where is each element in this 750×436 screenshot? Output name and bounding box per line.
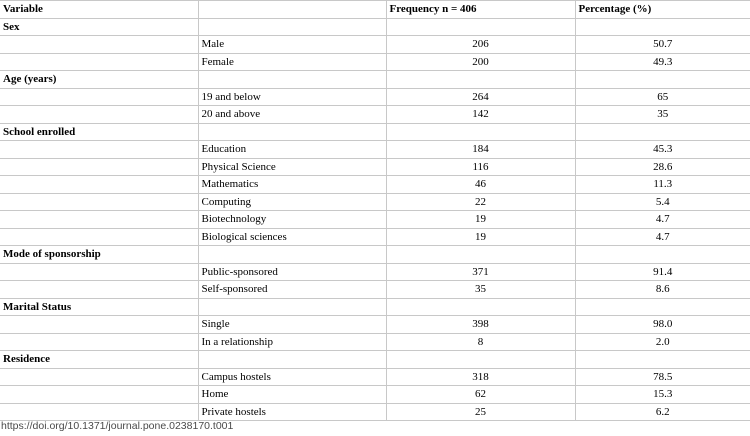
empty-cell [386, 298, 575, 316]
percentage-cell: 50.7 [575, 36, 750, 54]
empty-cell [575, 246, 750, 264]
empty-cell [386, 71, 575, 89]
header-frequency: Frequency n = 406 [386, 1, 575, 19]
frequency-cell: 264 [386, 88, 575, 106]
category-cell: Home [198, 386, 386, 404]
group-row [0, 123, 750, 141]
percentage-cell: 35 [575, 106, 750, 124]
table-row [0, 386, 750, 404]
empty-cell [0, 88, 198, 106]
empty-cell [0, 211, 198, 229]
percentage-cell: 11.3 [575, 176, 750, 194]
table-row [0, 176, 750, 194]
frequency-cell: 184 [386, 141, 575, 159]
empty-cell [0, 403, 198, 421]
empty-cell [0, 368, 198, 386]
group-row [0, 298, 750, 316]
empty-cell [0, 53, 198, 71]
category-cell: Mathematics [198, 176, 386, 194]
category-cell: Computing [198, 193, 386, 211]
empty-cell [198, 123, 386, 141]
table-row [0, 158, 750, 176]
empty-cell [0, 316, 198, 334]
header-variable: Variable [0, 1, 198, 19]
category-cell: In a relationship [198, 333, 386, 351]
header-category [198, 1, 386, 19]
empty-cell [0, 386, 198, 404]
category-cell: Biological sciences [198, 228, 386, 246]
percentage-cell: 45.3 [575, 141, 750, 159]
frequency-cell: 398 [386, 316, 575, 334]
category-cell: Physical Science [198, 158, 386, 176]
table-row [0, 333, 750, 351]
category-cell: Single [198, 316, 386, 334]
group-row [0, 18, 750, 36]
percentage-cell: 5.4 [575, 193, 750, 211]
group-row [0, 351, 750, 369]
group-label: Sex [0, 18, 198, 36]
empty-cell [0, 228, 198, 246]
empty-cell [386, 351, 575, 369]
table-header-row [0, 1, 750, 19]
percentage-cell: 8.6 [575, 281, 750, 299]
table-row [0, 141, 750, 159]
table-row [0, 368, 750, 386]
empty-cell [0, 333, 198, 351]
percentage-cell: 15.3 [575, 386, 750, 404]
percentage-cell: 49.3 [575, 53, 750, 71]
table-body [0, 18, 750, 421]
empty-cell [575, 18, 750, 36]
table-row [0, 193, 750, 211]
percentage-cell: 4.7 [575, 228, 750, 246]
group-label: School enrolled [0, 123, 198, 141]
empty-cell [0, 141, 198, 159]
frequency-cell: 19 [386, 211, 575, 229]
frequency-cell: 19 [386, 228, 575, 246]
group-label: Residence [0, 351, 198, 369]
table-row [0, 106, 750, 124]
frequency-cell: 22 [386, 193, 575, 211]
table-row [0, 53, 750, 71]
percentage-cell: 78.5 [575, 368, 750, 386]
frequency-cell: 25 [386, 403, 575, 421]
table-row [0, 316, 750, 334]
empty-cell [0, 263, 198, 281]
category-cell: Self-sponsored [198, 281, 386, 299]
group-row [0, 246, 750, 264]
category-cell: 19 and below [198, 88, 386, 106]
empty-cell [198, 298, 386, 316]
empty-cell [386, 18, 575, 36]
frequency-cell: 200 [386, 53, 575, 71]
percentage-cell: 65 [575, 88, 750, 106]
category-cell: Public-sponsored [198, 263, 386, 281]
frequency-cell: 206 [386, 36, 575, 54]
percentage-cell: 28.6 [575, 158, 750, 176]
table-row [0, 281, 750, 299]
percentage-cell: 6.2 [575, 403, 750, 421]
frequency-cell: 318 [386, 368, 575, 386]
table-row [0, 36, 750, 54]
category-cell: Education [198, 141, 386, 159]
frequency-cell: 142 [386, 106, 575, 124]
frequency-cell: 371 [386, 263, 575, 281]
percentage-cell: 2.0 [575, 333, 750, 351]
percentage-cell: 98.0 [575, 316, 750, 334]
empty-cell [0, 158, 198, 176]
percentage-cell: 4.7 [575, 211, 750, 229]
group-label: Marital Status [0, 298, 198, 316]
frequency-cell: 35 [386, 281, 575, 299]
group-row [0, 71, 750, 89]
empty-cell [575, 71, 750, 89]
empty-cell [575, 123, 750, 141]
empty-cell [386, 123, 575, 141]
empty-cell [386, 246, 575, 264]
table-row [0, 211, 750, 229]
empty-cell [0, 106, 198, 124]
empty-cell [0, 281, 198, 299]
table-row [0, 88, 750, 106]
group-label: Mode of sponsorship [0, 246, 198, 264]
empty-cell [198, 18, 386, 36]
empty-cell [575, 351, 750, 369]
empty-cell [198, 351, 386, 369]
frequency-cell: 8 [386, 333, 575, 351]
table-row [0, 228, 750, 246]
category-cell: Campus hostels [198, 368, 386, 386]
category-cell: Female [198, 53, 386, 71]
empty-cell [198, 246, 386, 264]
percentage-cell: 91.4 [575, 263, 750, 281]
empty-cell [0, 36, 198, 54]
group-label: Age (years) [0, 71, 198, 89]
table-row [0, 263, 750, 281]
empty-cell [0, 176, 198, 194]
doi-link[interactable]: https://doi.org/10.1371/journal.pone.0238170.t001 [1, 420, 234, 432]
frequency-cell: 116 [386, 158, 575, 176]
empty-cell [0, 193, 198, 211]
empty-cell [575, 298, 750, 316]
category-cell: Male [198, 36, 386, 54]
table-row [0, 403, 750, 421]
category-cell: Private hostels [198, 403, 386, 421]
category-cell: Biotechnology [198, 211, 386, 229]
header-percentage: Percentage (%) [575, 1, 750, 19]
frequency-cell: 62 [386, 386, 575, 404]
empty-cell [198, 71, 386, 89]
frequency-cell: 46 [386, 176, 575, 194]
category-cell: 20 and above [198, 106, 386, 124]
